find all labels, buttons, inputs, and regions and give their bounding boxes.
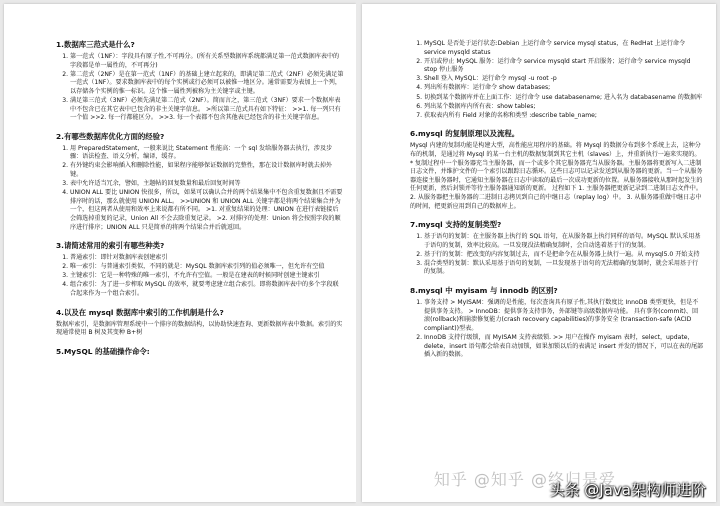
list-item: 5. 切换到某个数据库并在上面工作：运行命令 use databasename; 进入名为 databasename 的数据库 (424, 94, 704, 103)
list-item: 1. MySQL 是否处于运行状态:Debian 上运行命令 service mysql status，在 RedHat 上运行命令 service mysqld status (424, 40, 704, 57)
list-item: 2. 唯一索引：与普通索引类似，不同的就是：MySQL 数据库索引列的值必须唯一，但允许有空值 (70, 263, 344, 272)
list-item: 2. 开启或停止 MySQL 服务：运行命令 service mysqld start 开启服务；运行命令 service mysqld stop 停止服务 (424, 58, 704, 75)
numbered-list (410, 233, 704, 277)
section-heading: 6.mysql 的复制原理以及流程。 (410, 129, 520, 139)
list-item: 1. 第一范式（1NF）：字段具有原子性,不可再分。(所有关系型数据库系统都满足第一范式数据库表中的字段都是单一属性的，不可再分) (70, 53, 344, 70)
list-item: 3. 满足第三范式（3NF）必须先满足第二范式（2NF）。简而言之，第三范式（3NF）要求一个数据库表中不包含已在其它表中已包含的非主关键字信息。 >所以第三范式具有如下特征： >>1. 每一列只有一个值 >>2. 每一行都能区分。 >>3. 每一个表都不包含其他表已经包含的非主关键字信息。 (70, 97, 344, 123)
section-heading: 5.MySQL 的基础操作命令: (56, 346, 150, 356)
numbered-list (410, 299, 704, 360)
section-heading: 7.mysql 支持的复制类型? (410, 220, 502, 230)
toutiao-watermark: 头条 @Java架构师进阶 (549, 481, 706, 499)
list-item: 2. 第二范式（2NF）是在第一范式（1NF）的基础上建立起来的，即满足第二范式（2NF）必须先满足第一范式（1NF）。要求数据库表中的每个实例或行必须可以被惟一地区分。通常需要为表加上一个列，以存储各个实例的惟一标识。这个惟一属性列被称为主关键字或主键。 (70, 71, 344, 97)
numbered-list (56, 145, 344, 232)
section-heading: 2.有哪些数据库优化方面的经验? (56, 131, 165, 141)
section-paragraph: Mysql 内建的复制功能是构建大型，高性能应用程序的基础。将 Mysql 的数据分布到多个系统上去，这种分布的机制，是通过将 Mysql 的某一台主机的数据复制到其它主机（slaves）上，并重新执行一遍来实现的。 * 复制过程中一个服务器充当主服务器，而一个或多个其它服务器充当从服务器。主服务器将更新写入二进制日志文件，并维护文件的一个索引以跟踪日志循环。这些日志可以记录发送到从服务器的更新。当一个从服务器连接主服务器时，它通知主服务器在日志中读取的最后一次成功更新的位置。从服务器接收从那时起发生的任何更新，然后封锁并等待主服务器通知新的更新。 过程如下 1. 主服务器把更新记录到二进制日志文件中。 2. 从服务器把主服务器的二进制日志拷贝到自己的中继日志（replay log）中。 3. 从服务器重做中继日志中的时间，把更新应用到自己的数据库上。 (410, 142, 703, 210)
section-paragraph: 数据库索引，是数据库管理系统中一个排序的数据结构，以协助快速查询、更新数据库表中数据。索引的实现通常使用 B 树及其变种 B+树 (56, 320, 343, 337)
list-item: 4. UNION ALL 要比 UNION 快很多，所以，如果可以确认合并的两个结果集中不包含重复数据且不需要排序时的话，那么就使用 UNION ALL。 >>UNION 和 UNION ALL 关键字都是将两个结果集合并为一个，但这两者从使用和效率上来说都有所不同。 >1. 对重复结果的处理：UNION 在进行表链接后会筛选掉重复的记录，Union All 不会去除重复记录。 >2. 对排序的处理：Union 将会按照字段的顺序进行排序；UNION ALL 只是简单的将两个结果合并后就返回。 (70, 189, 344, 232)
numbered-list (56, 53, 344, 123)
section-heading: 8.mysql 中 myisam 与 innodb 的区别? (410, 286, 558, 296)
list-item: 2. 基于行的复制：把改变的内容复制过去，而不是把命令在从服务器上执行一遍。从 mysql5.0 开始支持 (424, 251, 704, 260)
list-item: 2. 有外键约束会影响插入和删除性能，如果程序能够保证数据的完整性，那在设计数据库时就去掉外键。 (70, 162, 344, 179)
list-item: 3. 混合类型的复制：默认采用基于语句的复制，一旦发现基于语句的无法精确的复制时，就会采用基于行的复制。 (424, 260, 704, 277)
list-item: 6. 列出某个数据库内所有表：show tables; (424, 103, 704, 112)
zhihu-watermark: 知乎 @知乎 @终归是爱 (433, 470, 616, 489)
section-heading: 1.数据库三范式是什么? (56, 40, 135, 49)
list-item: 4. 列出所有数据库：运行命令 show databases; (424, 84, 704, 93)
left-page (4, 4, 356, 502)
section-heading: 3.请简述常用的索引有哪些种类? (56, 241, 165, 251)
list-item: 3. 表中允许适当冗余，譬如，主题帖的回复数量和最后回复时间等 (70, 180, 344, 189)
list-item: 1. 事务支持 > MyISAM：强调的是性能，每次查询具有原子性,其执行数度比 InnoDB 类型更快，但是不提供事务支持。 > InnoDB：提供事务支持事务，外部键等高级数据库功能。 具有事务(commit)、回滚(rollback)和崩溃修复能力(crash recovery capabilities)的事务安全 (transaction-safe (ACID compliant))型表。 (424, 299, 704, 333)
right-page-content (362, 4, 716, 360)
numbered-list (410, 40, 704, 120)
list-item: 1. 基于语句的复制：在主服务器上执行的 SQL 语句，在从服务器上执行同样的语句。MySQL 默认采用基于语句的复制，效率比较高。一旦发现没法精确复制时，会自动选着基于行的复制。 (424, 233, 704, 250)
numbered-list (56, 254, 344, 298)
list-item: 2. InnoDB 支持行级锁，而 MyISAM 支持表级锁. >> 用户在操作 myisam 表时，select，update，delete，insert 语句都会给表自动加锁，如果加锁以后的表满足 insert 并发的情况下，可以在表的尾部插入新的数据。 (424, 334, 704, 360)
section-heading: 4.以及在 mysql 数据库中索引的工作机制是什么? (56, 307, 224, 317)
left-page-content (4, 4, 356, 356)
list-item: 7. 获取表内所有 Field 对象的名称和类型 :describe table_name; (424, 112, 704, 121)
list-item: 1. 普通索引：即针对数据库表创建索引 (70, 254, 344, 263)
list-item: 3. 主键索引：它是一种特殊的唯一索引，不允许有空值。一般是在建表的时候同时创建主键索引 (70, 272, 344, 281)
list-item: 4. 组合索引：为了进一步榨取 MySQL 的效率，就要考虑建立组合索引。即将数据库表中的多个字段联合起来作为一个组合索引。 (70, 281, 344, 298)
right-page (362, 4, 716, 502)
list-item: 1. 用 PreparedStatement，一般来说比 Statement 性能高：一个 sql 发给服务器去执行，涉及步骤：语法检查、语义分析，编译，缓存。 (70, 145, 344, 162)
list-item: 3. Shell 登入 MySQL：运行命令 mysql -u root -p (424, 75, 704, 84)
